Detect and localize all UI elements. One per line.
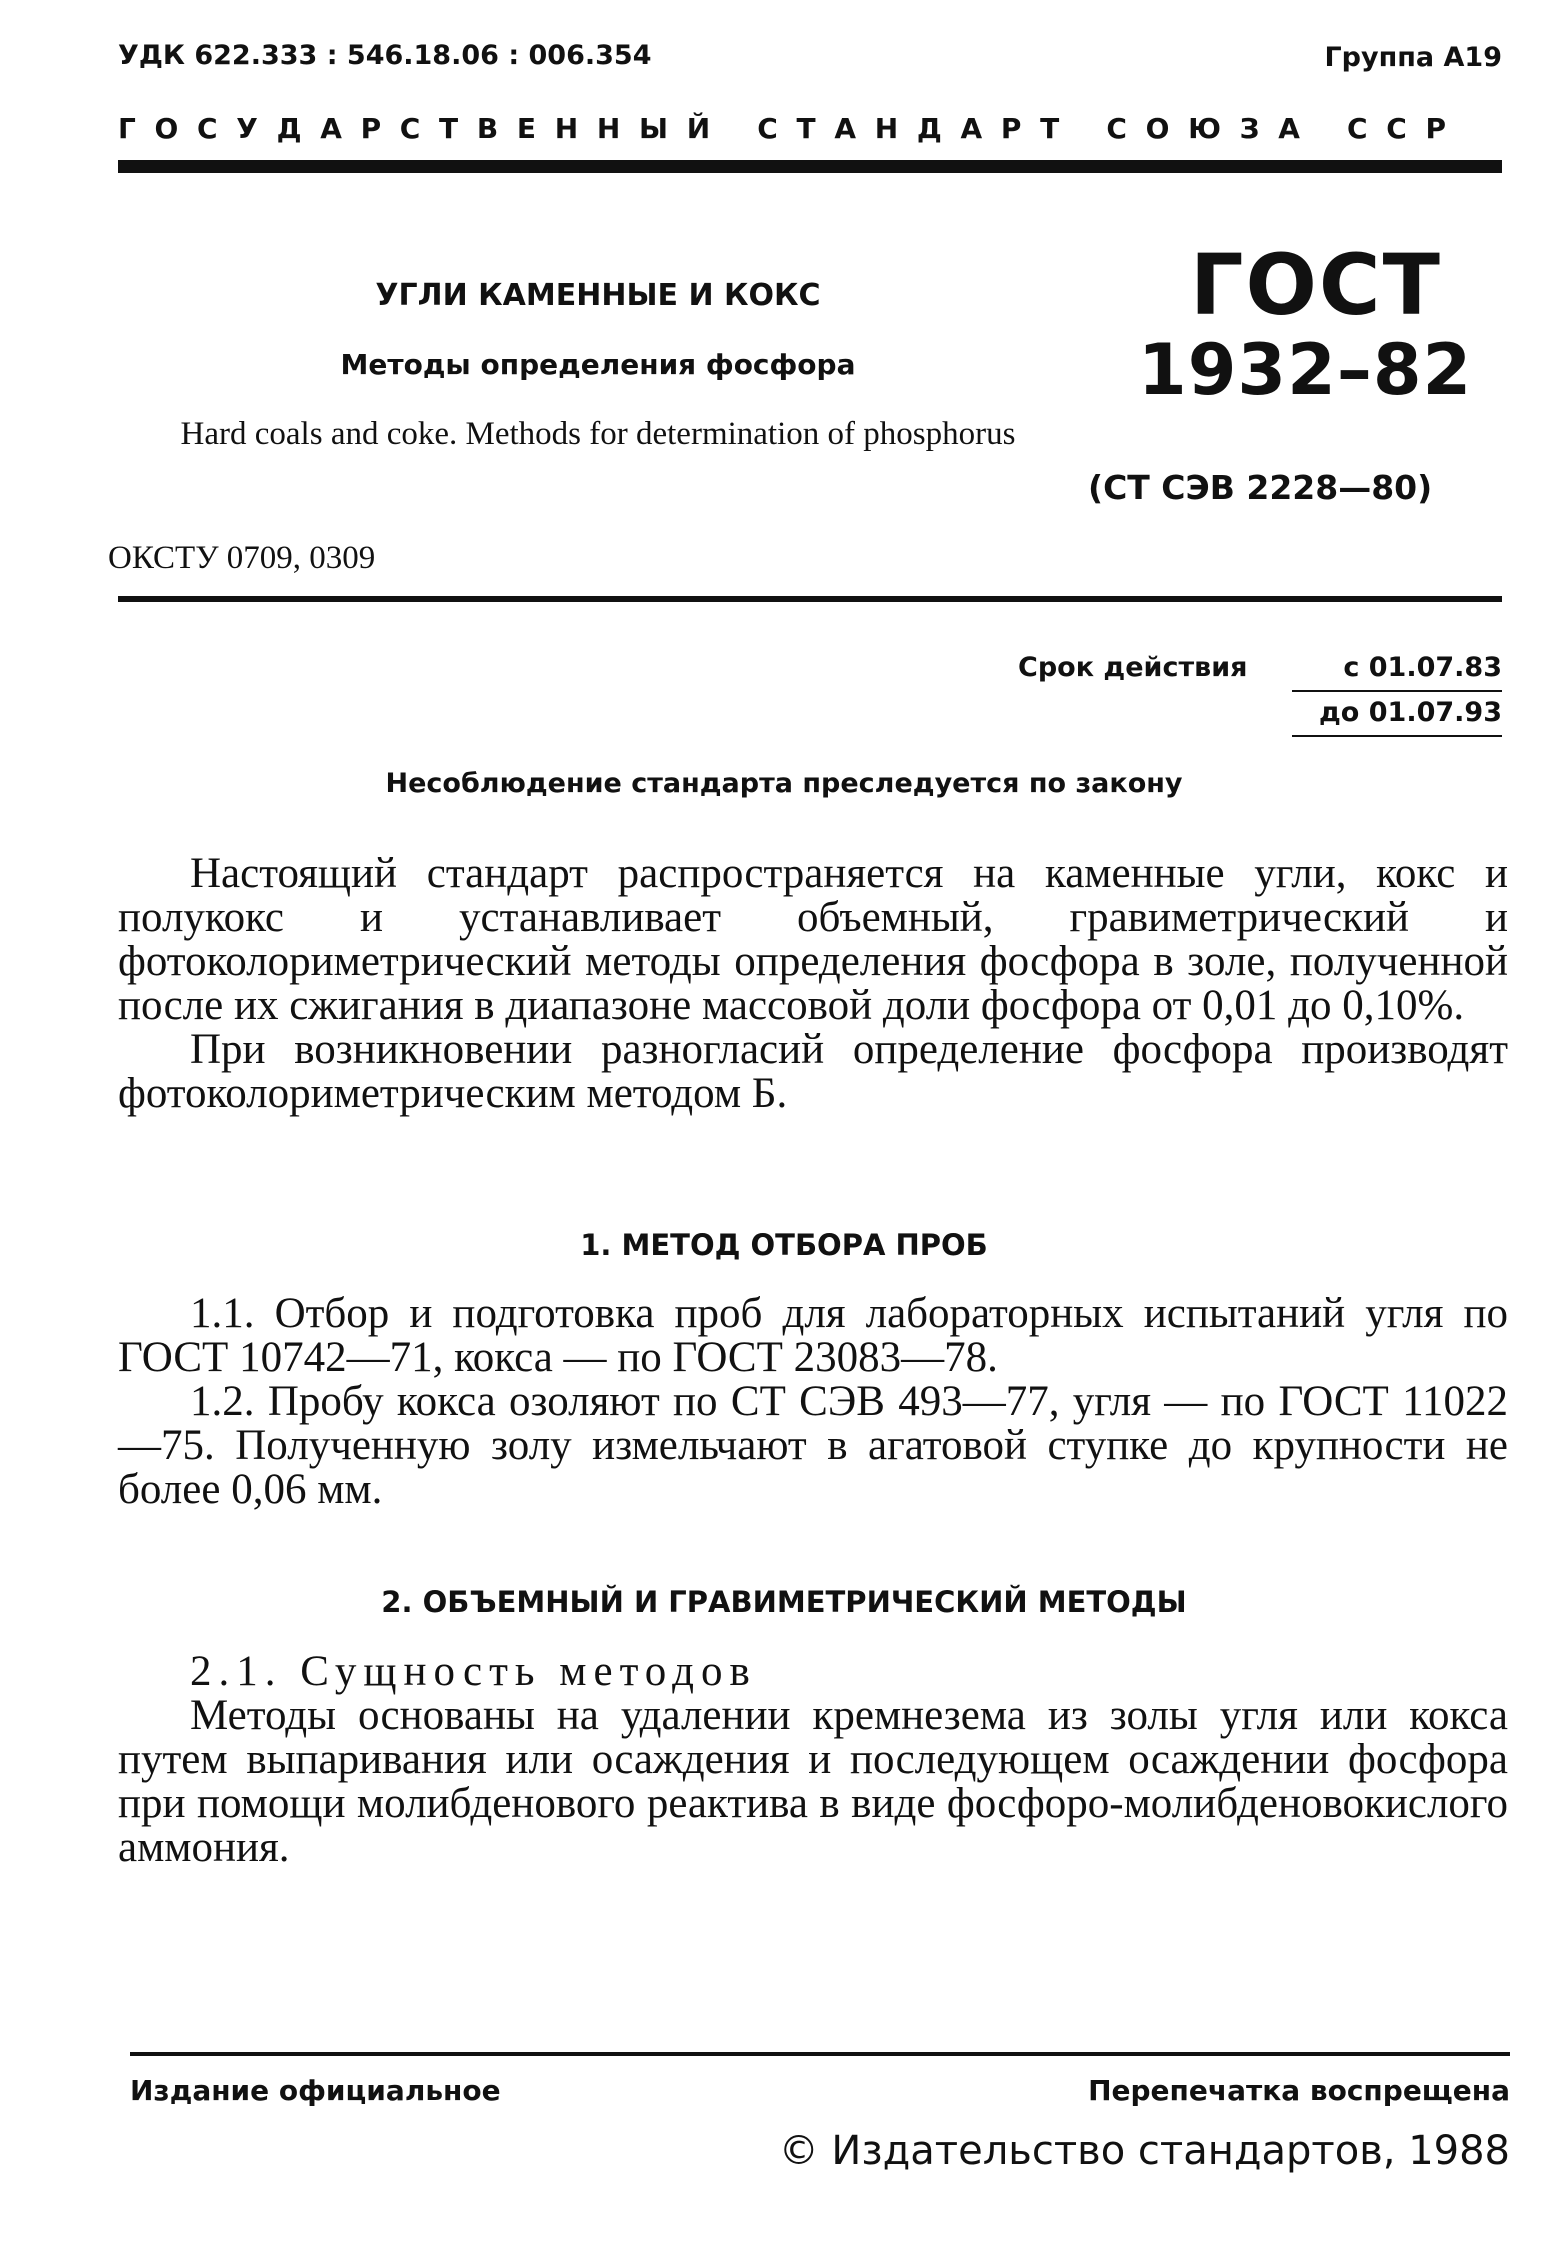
section-1-text [118, 1292, 1508, 1512]
publisher-copyright: © Издательство стандартов, 1988 [778, 2128, 1510, 2174]
title-en: Hard coals and coke. Methods for determination of phosphorus [180, 416, 1016, 452]
gost-number: 1932–82 [1138, 329, 1473, 411]
intro-paragraph-2: При возникновении разногласий определение фосфора производят фотоколориметрическим методом Б. [118, 1026, 1508, 1117]
section-2-text [118, 1650, 1508, 1870]
title-ru-main: УГЛИ КАМЕННЫЕ И КОКС [375, 278, 821, 313]
clause-2-1-text: Методы основаны на удалении кремнезема из золы угля или кокса путем выпаривания или осаждения и последующем осаждении фосфора при помощи молибденового реактива в виде фосфоро-молибденовокислого аммония. [118, 1692, 1508, 1871]
title-ru-subtitle: Методы определения фосфора [340, 348, 856, 381]
cmea-standard: (СТ СЭВ 2228—80) [1088, 468, 1433, 507]
intro-paragraph-1: Настоящий стандарт распространяется на каменные угли, кокс и полукокс и устанавливает объемный, гравиметрический и фотоколориметрический методы определения фосфора в золе, полученной после их сжигания в диапазоне массовой доли фосфора от 0,01 до 0,10%. [118, 850, 1508, 1029]
section-1-heading: 1. МЕТОД ОТБОРА ПРОБ [580, 1228, 988, 1262]
header-rule-thick [118, 160, 1502, 173]
intro-text [118, 852, 1508, 1116]
validity-rule-1 [1292, 690, 1502, 692]
official-edition: Издание официальное [130, 2074, 501, 2107]
udk-code: УДК 622.333 : 546.18.06 : 006.354 [118, 40, 652, 71]
okstu-code: ОКСТУ 0709, 0309 [108, 540, 376, 576]
reprint-prohibited: Перепечатка воспрещена [1088, 2074, 1510, 2107]
title-rule [118, 596, 1502, 602]
validity-from: с 01.07.83 [1343, 652, 1502, 683]
validity-label: Срок действия [1018, 652, 1248, 683]
clause-1-2: 1.2. Пробу кокса озоляют по СТ СЭВ 493—77, угля — по ГОСТ 11022—75. Полученную золу измельчают в агатовой ступке до крупности не более 0,06 мм. [118, 1378, 1508, 1513]
legal-notice: Несоблюдение стандарта преследуется по закону [385, 768, 1183, 799]
state-standard-banner: ГОСУДАРСТВЕННЫЙ СТАНДАРТ СОЮЗА ССР [118, 112, 1465, 145]
gost-label: ГОСТ [1190, 236, 1442, 334]
validity-to: до 01.07.93 [1319, 697, 1502, 728]
footer-rule [130, 2052, 1510, 2056]
validity-rule-2 [1292, 735, 1502, 737]
clause-2-1-heading: 2.1. Сущность методов [190, 1648, 757, 1695]
section-2-heading: 2. ОБЪЕМНЫЙ И ГРАВИМЕТРИЧЕСКИЙ МЕТОДЫ [381, 1585, 1187, 1619]
clause-1-1: 1.1. Отбор и подготовка проб для лабораторных испытаний угля по ГОСТ 10742—71, кокса — по ГОСТ 23083—78. [118, 1290, 1508, 1381]
group-code: Группа А19 [1324, 42, 1502, 73]
